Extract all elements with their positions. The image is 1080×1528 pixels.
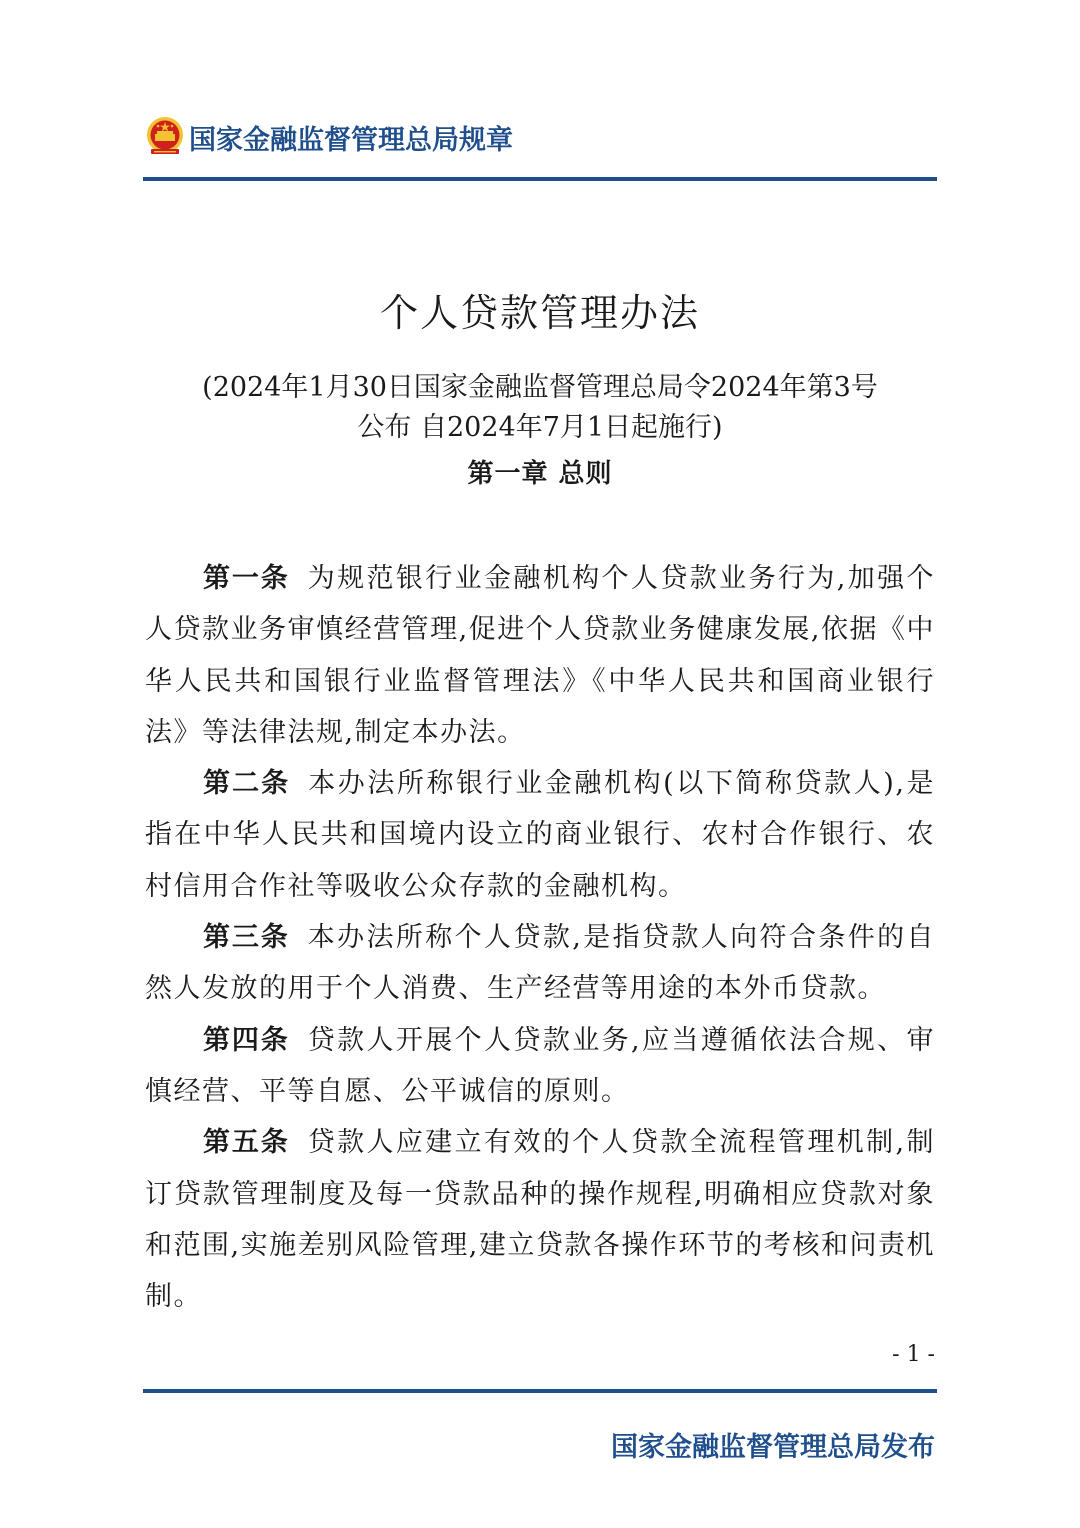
article bbox=[145, 758, 935, 912]
article-text: 贷款人开展个人贷款业务,应当遵循依法合规、审慎经营、平等自愿、公平诚信的原则。 bbox=[145, 1024, 935, 1107]
national-emblem-icon bbox=[145, 115, 185, 159]
footer-publisher: 国家金融监督管理总局发布 bbox=[611, 1432, 935, 1463]
article bbox=[145, 1015, 935, 1118]
page-number: - 1 - bbox=[892, 1342, 935, 1367]
article-number: 第三条 bbox=[203, 922, 290, 954]
document-title: 个人贷款管理办法 bbox=[379, 291, 700, 335]
header bbox=[145, 112, 513, 162]
article-text: 为规范银行业金融机构个人贷款业务行为,加强个人贷款业务审慎经营管理,促进个人贷款业务健康发展,依据《中华人民共和国银行业监督管理法》《中华人民共和国商业银行法》等法律法规,制定本办法。 bbox=[145, 563, 935, 748]
promulgation-line-1: (2024年1月30日国家金融监督管理总局令2024年第3号 bbox=[202, 372, 878, 403]
header-divider bbox=[143, 177, 937, 181]
article bbox=[145, 553, 935, 758]
promulgation-line-2: 公布 自2024年7月1日起施行) bbox=[357, 412, 723, 443]
footer-divider bbox=[143, 1389, 937, 1393]
article-text: 贷款人应建立有效的个人贷款全流程管理机制,制订贷款管理制度及每一贷款品种的操作规程,明确相应贷款对象和范围,实施差别风险管理,建立贷款各操作环节的考核和问责机制。 bbox=[145, 1127, 935, 1313]
document-body bbox=[145, 553, 935, 1322]
article-number: 第一条 bbox=[203, 563, 290, 594]
article-text: 本办法所称个人贷款,是指贷款人向符合条件的自然人发放的用于个人消费、生产经营等用途的本外币贷款。 bbox=[145, 922, 935, 1005]
article bbox=[145, 912, 935, 1015]
article-number: 第五条 bbox=[203, 1127, 290, 1159]
article-number: 第四条 bbox=[203, 1024, 290, 1056]
article-number: 第二条 bbox=[203, 768, 291, 800]
article bbox=[145, 1117, 935, 1322]
article-text: 本办法所称银行业金融机构(以下简称贷款人),是指在中华人民共和国境内设立的商业银行、农村合作银行、农村信用合作社等吸收公众存款的金融机构。 bbox=[145, 768, 935, 902]
chapter-heading: 第一章 总则 bbox=[467, 459, 613, 489]
promulgation-note bbox=[143, 368, 937, 448]
header-title: 国家金融监督管理总局规章 bbox=[189, 124, 513, 156]
